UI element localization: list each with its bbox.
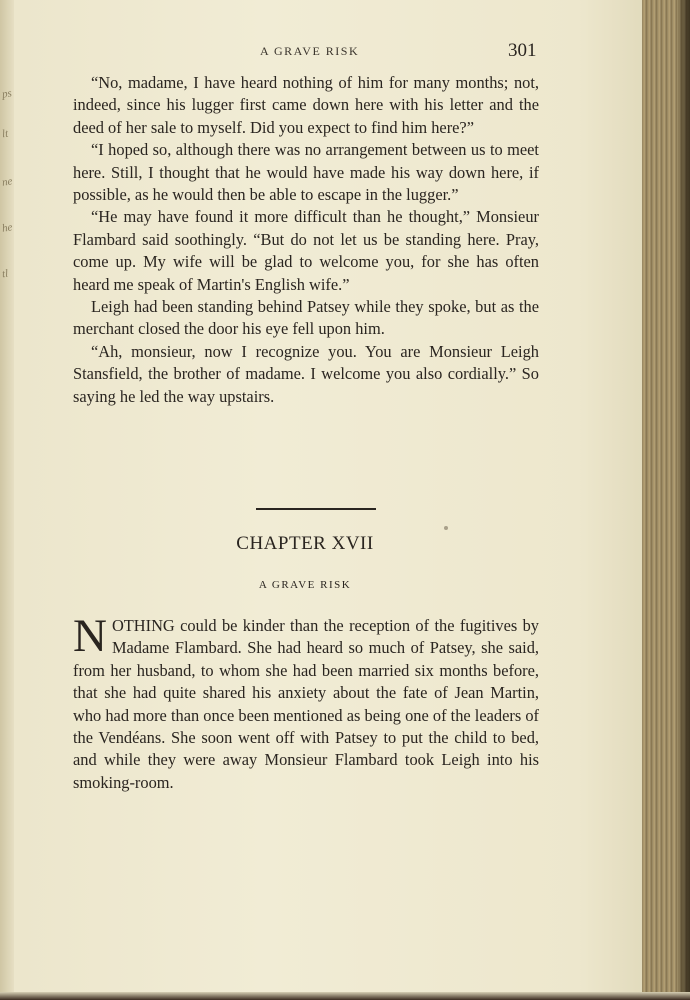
bleed-through-mark: lt xyxy=(1,127,9,141)
section-divider xyxy=(256,508,376,510)
page-number: 301 xyxy=(508,40,537,61)
page-edges xyxy=(642,0,690,1000)
paragraph: Leigh had been standing behind Patsey while they spoke, but as the merchant closed the door his eye fell upon him. xyxy=(73,297,539,339)
paragraph: “I hoped so, although there was no arrangement between us to meet here. Still, I thought that he would have made his way down here, if possible, as he would then be able to escape in the lugger.” xyxy=(73,140,539,205)
bleed-through-mark: tl xyxy=(1,267,9,281)
paper-speck xyxy=(444,526,448,530)
chapter-paragraph xyxy=(73,610,539,794)
chapter-opening xyxy=(73,610,539,794)
opening-text: could be kinder than the reception of the fugitives by Madame Flambard. She had heard so much of Patsey, she said, from her husband, to whom she had been married six months before, that she had quite shared his anxiety about the fate of Jean Martin, who had more than once been mentioned as being one of the leaders of the Vendéans. She soon went off with Patsey to put the child to bed, and while they were away Monsieur Flambard took Leigh into his smoking-room. xyxy=(73,616,539,792)
running-head: A GRAVE RISK xyxy=(260,44,360,58)
body-text xyxy=(73,72,539,408)
drop-cap: N xyxy=(73,610,107,662)
bleed-through-mark: ps xyxy=(1,87,13,101)
paragraph: “Ah, monsieur, now I recognize you. You are Monsieur Leigh Stansfield, the brother of madame. I welcome you also cordially.” So saying he led the way upstairs. xyxy=(73,341,539,406)
binding-gutter xyxy=(0,0,14,1000)
book-bottom-edge xyxy=(0,992,690,1000)
chapter-subtitle: A GRAVE RISK xyxy=(258,579,352,591)
chapter-title: CHAPTER XVII xyxy=(236,533,374,554)
paragraph: “No, madame, I have heard nothing of him for many months; not, indeed, since his lugger first came down here with his letter and the deed of her sale to myself. Did you expect to find him here?” xyxy=(73,73,539,137)
paragraph: “He may have found it more difficult than he thought,” Monsieur Flambard said soothingly. “But do not let us be standing here. Pray, come up. My wife will be glad to welcome you, for she has often heard me speak of Martin's English wife.” xyxy=(73,207,539,294)
opening-small-caps: OTHING xyxy=(111,616,175,635)
bleed-through-mark: ne xyxy=(1,175,14,189)
bleed-through-mark: he xyxy=(1,221,14,235)
